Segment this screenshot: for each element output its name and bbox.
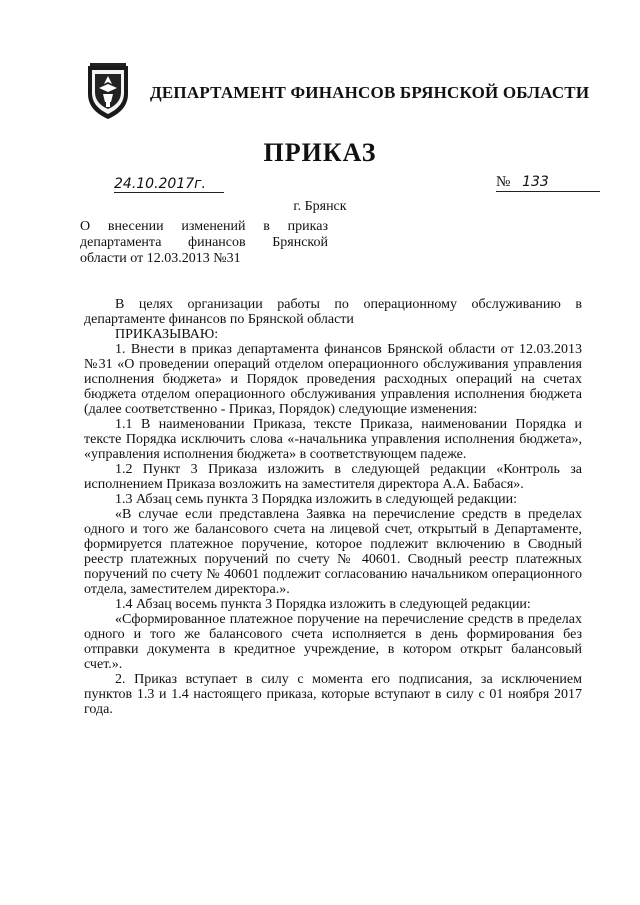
paragraph-1-3-quote: «В случае если представлена Заявка на перечисление средств в пределах одного и того же балансового счета на лицевой счет, открытый в Департаменте, формируется платежное поручение, которое подлежит включению в Сводный реестр платежных поручений по счету № 40601. Сводный реестр платежных поручений по счету № 40601 подлежит согласованию начальником операционного отдела, заместителем директора.». [84,507,582,597]
order-number-field [496,174,600,192]
paragraph-2: 2. Приказ вступает в силу с момента его подписания, за исключением пунктов 1.3 и 1.4 настоящего приказа, которые вступают в силу с 01 ноября 2017 года. [84,672,582,717]
order-subject: О внесении изменений в приказ департамента финансов Брянской области от 12.03.2013 №31 [80,219,328,266]
paragraph-1-2: 1.2 Пункт 3 Приказа изложить в следующей редакции «Контроль за исполнением Приказа возложить на заместителя директора А.А. Бабася». [84,462,582,492]
bryansk-coat-of-arms-icon [85,62,131,120]
order-number: 133 [522,174,549,190]
order-date: 24.10.2017г. [114,176,224,193]
paragraph-1-4: 1.4 Абзац восемь пункта 3 Порядка изложить в следующей редакции: [115,597,531,612]
paragraph-1: 1. Внести в приказ департамента финансов Брянской области от 12.03.2013 №31 «О проведении операций отделом операционного обслуживания управления исполнения бюджета» и Порядок проведения расходных операций на счетах бюджета отделом операционного обслуживания управления исполнения бюджета (далее соответственно - Приказ, Порядок) следующие изменения: [84,342,582,417]
preamble: В целях организации работы по операционному обслуживанию в департаменте финансов по Брянской области [84,297,582,327]
document-title: ПРИКАЗ [263,138,377,167]
command-word: ПРИКАЗЫВАЮ: [115,327,219,342]
paragraph-1-3: 1.3 Абзац семь пункта 3 Порядка изложить в следующей редакции: [115,492,517,507]
number-label: № [496,174,511,190]
order-body [84,297,582,717]
paragraph-1-1: 1.1 В наименовании Приказа, тексте Приказа, наименовании Порядка и тексте Порядка исключить слова «-начальника управления исполнения бюджета», «управления исполнения бюджета» в соответствующем падеже. [84,417,582,462]
city: г. Брянск [293,199,347,214]
department-name: ДЕПАРТАМЕНТ ФИНАНСОВ БРЯНСКОЙ ОБЛАСТИ [150,83,590,102]
paragraph-1-4-quote: «Сформированное платежное поручение на перечисление средств в пределах одного и того же балансового счета исполняется в день формирования без отправки документа в кредитное учреждение, в котором открыт балансовый счет.». [84,612,582,672]
